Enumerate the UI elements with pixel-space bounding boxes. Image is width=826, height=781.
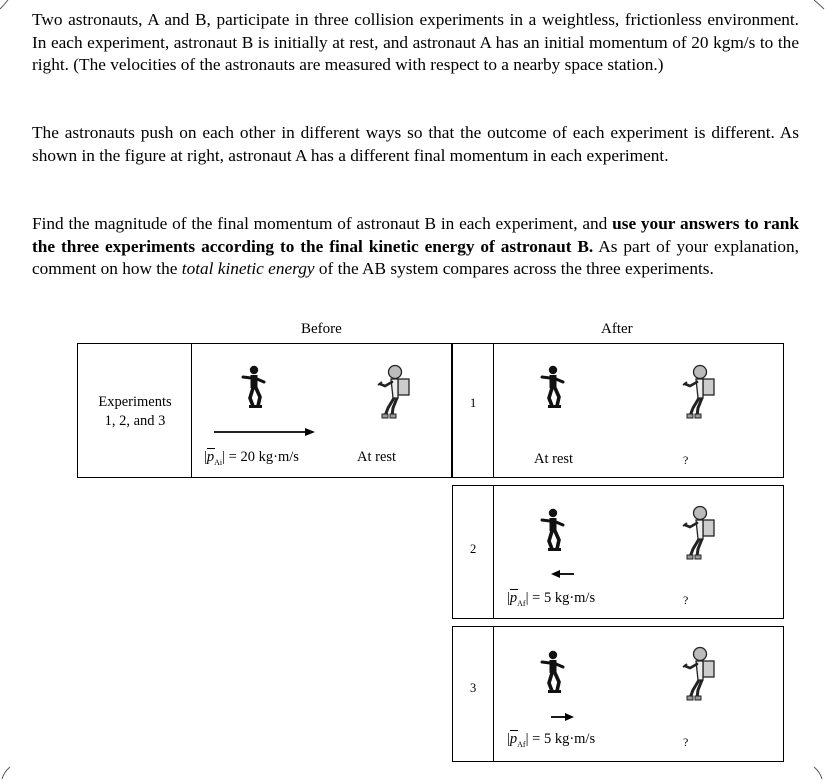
exp3-astronaut-b	[697, 680, 698, 681]
experiments-label	[80, 393, 190, 431]
exp2-a-momentum	[507, 590, 595, 608]
exp2-a-subscript: Af	[517, 598, 526, 608]
before-header: Before	[301, 321, 342, 337]
exp2-astronaut-a	[553, 535, 554, 536]
exp1-astronaut-b	[697, 398, 698, 399]
corner-mark-top-left	[0, 0, 12, 12]
experiment-3-divider	[493, 626, 494, 762]
experiment-2-divider	[493, 485, 494, 619]
exp1-b-status: ?	[683, 453, 689, 467]
before-astronaut-b	[392, 398, 393, 399]
p3-text-c: of the AB system compares across the three experiments.	[318, 259, 714, 279]
p3-bold-instruction: use your answers to rank the three experiments according to the final kinetic energy of astronaut B.	[32, 214, 799, 256]
before-a-value: | = 20 kg·m/s	[222, 449, 299, 465]
exp3-a-value: | = 5 kg·m/s	[525, 731, 596, 747]
exp3-a-right-arrow	[551, 711, 575, 723]
before-a-momentum	[204, 449, 299, 467]
corner-mark-bottom-right	[812, 767, 826, 781]
exp2-b-status: ?	[683, 593, 689, 607]
exp1-astronaut-a	[553, 392, 554, 393]
corner-mark-top-right	[812, 0, 826, 14]
experiments-label-line-1: Experiments	[98, 394, 172, 410]
experiment-1-panel	[452, 343, 784, 478]
after-header: After	[601, 321, 633, 337]
p3-italic-term: total kinetic energy	[181, 259, 315, 279]
experiment-1-number: 1	[470, 396, 477, 410]
corner-mark-bottom-left	[0, 767, 14, 781]
exp2-a-value: | = 5 kg·m/s	[525, 590, 596, 606]
exp2-a-p-vector: p	[509, 590, 518, 606]
experiments-label-line-2: 1, 2, and 3	[104, 413, 166, 429]
before-a-lead: |	[204, 449, 207, 465]
exp3-b-status: ?	[683, 735, 689, 749]
experiment-1-divider	[493, 343, 494, 478]
exp3-a-momentum	[507, 731, 595, 749]
before-momentum-arrow	[214, 426, 318, 438]
exp3-a-lead: |	[507, 731, 510, 747]
exp3-a-p-vector: p	[509, 731, 518, 747]
before-astronaut-a	[254, 392, 255, 393]
before-b-status: At rest	[357, 449, 397, 465]
problem-paragraph-2: The astronauts push on each other in different ways so that the outcome of each experiment is different. As shown in the figure at right, astronaut A has a different final momentum in each experiment.	[32, 123, 799, 165]
experiment-2-number: 2	[470, 542, 477, 556]
before-a-subscript: Ai	[214, 457, 223, 467]
p3-text-b: As part of your explanation, comment on how the	[32, 236, 799, 279]
before-a-p-vector: p	[206, 449, 215, 465]
before-panel-divider	[191, 343, 192, 478]
exp2-a-left-arrow	[551, 568, 575, 580]
experiment-2-panel	[452, 485, 784, 619]
p3-text-a: Find the magnitude of the final momentum of astronaut B in each experiment, and	[32, 214, 608, 233]
experiment-3-panel	[452, 626, 784, 762]
exp2-a-lead: |	[507, 590, 510, 606]
problem-paragraph-3	[32, 213, 799, 281]
exp3-a-subscript: Af	[517, 739, 526, 749]
experiment-3-number: 3	[470, 681, 477, 695]
problem-paragraph-1: Two astronauts, A and B, participate in three collision experiments in a weightless, frictionless environment. In each experiment, astronaut B is initially at rest, and astronaut A has an initial momentum of 20 kgm/s to the right. (The velocities of the astronauts are measured with respect to a nearby space station.)	[32, 10, 799, 75]
exp1-a-status: At rest	[534, 451, 574, 467]
exp3-astronaut-a	[553, 677, 554, 678]
exp2-astronaut-b	[697, 539, 698, 540]
